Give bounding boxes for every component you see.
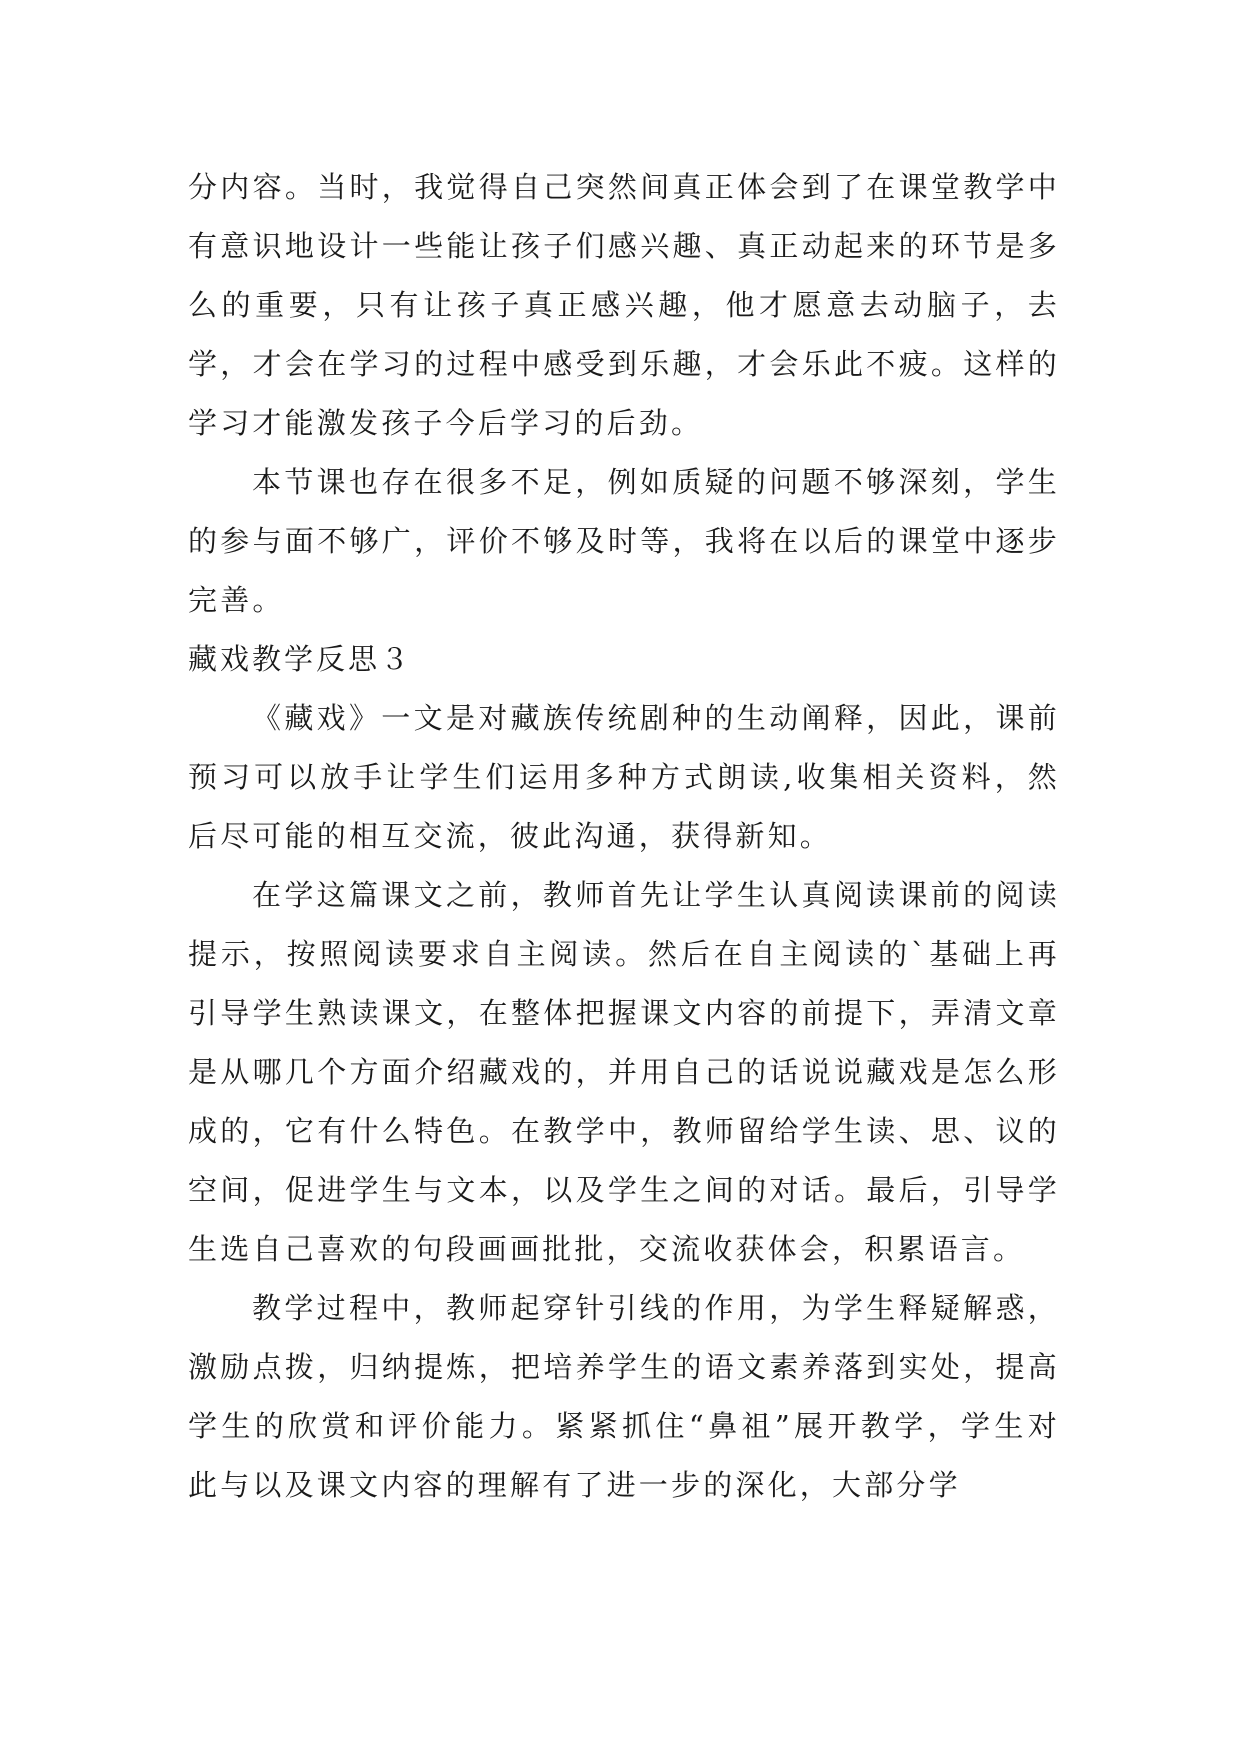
paragraph-reading: 在学这篇课文之前，教师首先让学生认真阅读课前的阅读提示，按照阅读要求自主阅读。然后在自主阅读的`基础上再引导学生熟读课文，在整体把握课文内容的前提下，弄清文章是从哪几个方面介绍藏戏的，并用自己的话说说藏戏是怎么形成的，它有什么特色。在教学中，教师留给学生读、思、议的空间，促进学生与文本，以及学生之间的对话。最后，引导学生选自己喜欢的句段画画批批，交流收获体会，积累语言。 (188, 878, 1060, 1266)
paragraph-teaching-process: 教学过程中，教师起穿针引线的作用，为学生释疑解惑，激励点拨，归纳提炼，把培养学生的语文素养落到实处，提高学生的欣赏和评价能力。紧紧抓住“鼻祖”展开教学，学生对此与以及课文内容的理解有了进一步的深化，大部分学 (188, 1291, 1060, 1502)
paragraph-continued: 分内容。当时，我觉得自己突然间真正体会到了在课堂教学中有意识地设计一些能让孩子们感兴趣、真正动起来的环节是多么的重要，只有让孩子真正感兴趣，他才愿意去动脑子，去学，才会在学习的过程中感受到乐趣，才会乐此不疲。这样的学习才能激发孩子今后学习的后劲。 (188, 170, 1060, 440)
section-heading: 藏戏教学反思３ (188, 642, 413, 676)
document-body (188, 158, 1060, 1515)
paragraph-preview: 《藏戏》一文是对藏族传统剧种的生动阐释，因此，课前预习可以放手让学生们运用多种方式朗读,收集相关资料，然后尽可能的相互交流，彼此沟通，获得新知。 (188, 701, 1060, 853)
paragraph-shortcomings: 本节课也存在很多不足，例如质疑的问题不够深刻，学生的参与面不够广，评价不够及时等，我将在以后的课堂中逐步完善。 (188, 465, 1060, 617)
